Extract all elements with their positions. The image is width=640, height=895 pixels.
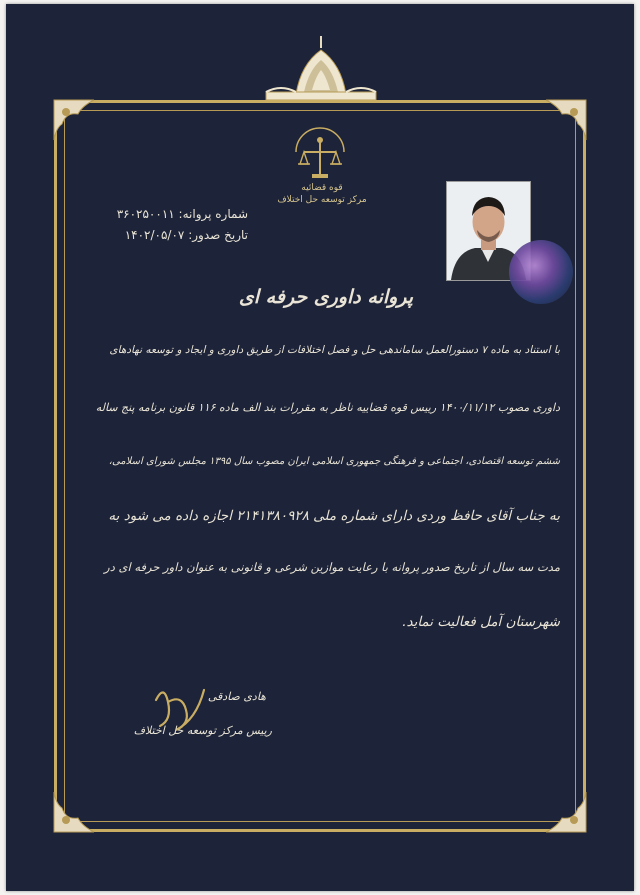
hologram-seal bbox=[509, 240, 573, 304]
judiciary-emblem-icon bbox=[288, 122, 352, 182]
license-number bbox=[98, 207, 248, 221]
certificate-sheet bbox=[6, 4, 634, 891]
body-line-6: شهرستان آمل فعالیت نماید. bbox=[402, 614, 560, 630]
corner-ornament-bottom-right bbox=[544, 790, 588, 834]
issue-date-value: ۱۴۰۲/۰۵/۰۷ bbox=[124, 228, 185, 242]
corner-ornament-bottom-left bbox=[52, 790, 96, 834]
signatory-position: رییس مرکز توسعه حل اختلاف bbox=[133, 724, 272, 737]
license-number-value: ۳۶۰۲۵۰۰۱۱ bbox=[116, 207, 175, 221]
license-number-label: شماره پروانه: bbox=[178, 207, 248, 221]
corner-ornament-top-right bbox=[544, 98, 588, 142]
body-line-5: مدت سه سال از تاریخ صدور پروانه با رعایت موازین شرعی و قانونی به عنوان داور حرفه ای در bbox=[104, 560, 560, 574]
body-line-2: داوری مصوب ۱۴۰۰/۱۱/۱۲ رییس قوه قضاییه ناظر به مقررات بند الف ماده ۱۱۶ قانون برنامه پنج ساله bbox=[95, 401, 560, 414]
issue-date bbox=[98, 228, 248, 242]
body-line-3: ششم توسعه اقتصادی، اجتماعی و فرهنگی جمهوری اسلامی ایران مصوب سال ۱۳۹۵ مجلس شورای اسلامی، bbox=[108, 456, 560, 467]
body-line-4: به جناب آقای حافظ وردی دارای شماره ملی ۲۱۴۱۳۸۰۹۲۸ اجازه داده می شود به bbox=[108, 508, 560, 524]
body-line-1: با استناد به ماده ۷ دستورالعمل ساماندهی حل و فصل اختلافات از طریق داوری و ایجاد و توسعه نهادهای bbox=[109, 344, 560, 356]
issue-date-label: تاریخ صدور: bbox=[188, 228, 248, 242]
signatory-name: هادی صادقی bbox=[207, 690, 266, 703]
certificate-title: پروانه داوری حرفه ای bbox=[238, 286, 414, 308]
corner-ornament-top-left bbox=[52, 98, 96, 142]
org-name: قوه قضائیه bbox=[301, 183, 343, 193]
org-subtitle: مرکز توسعه حل اختلاف bbox=[277, 195, 367, 205]
top-ornament bbox=[256, 34, 386, 104]
